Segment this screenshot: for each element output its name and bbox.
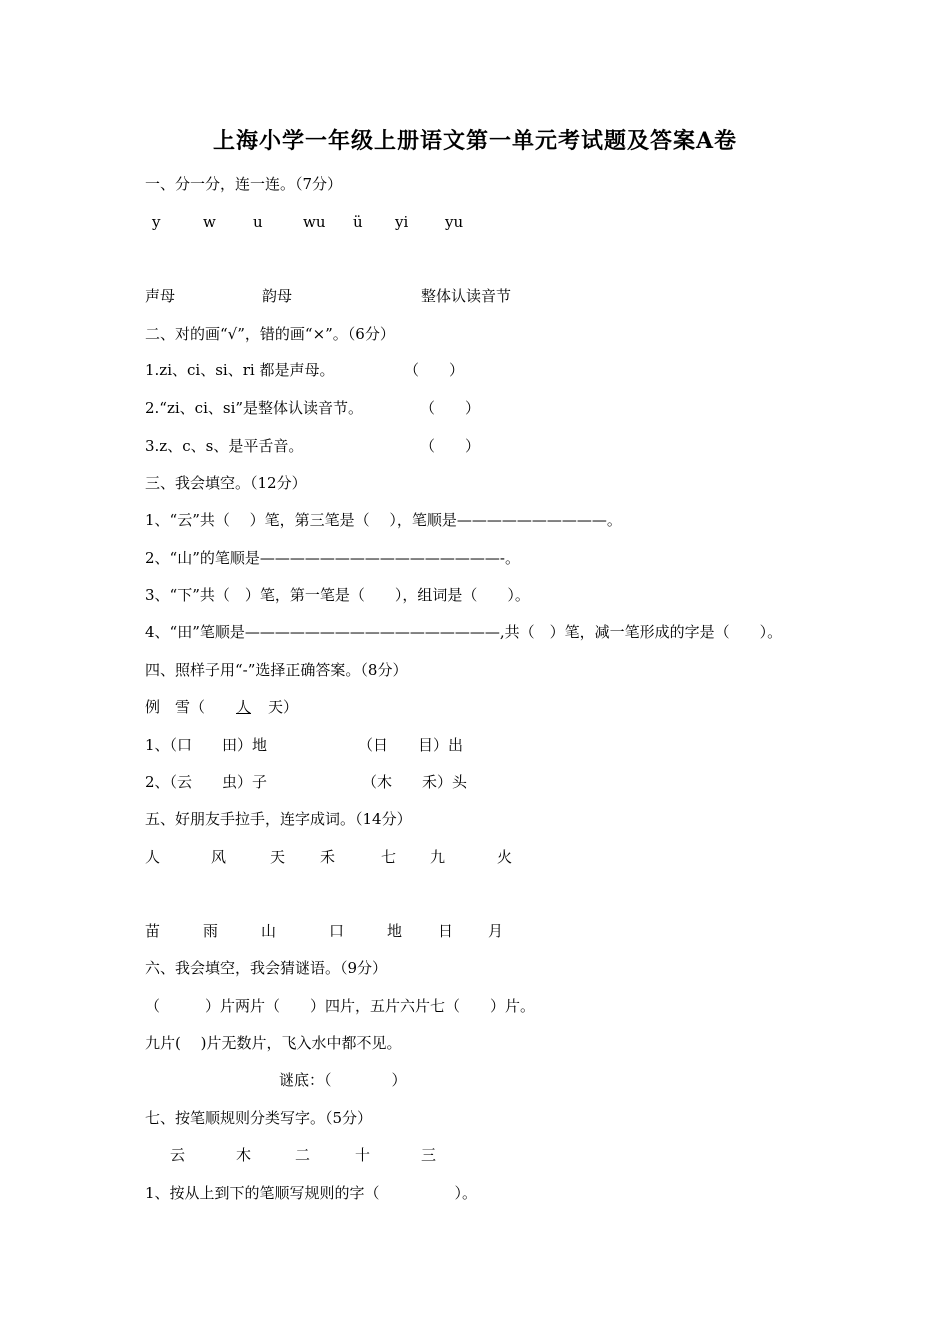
category-item: 韵母: [262, 287, 293, 305]
question-text: 4、“田”笔顺是—————————————————,共（ ）笔，减一笔形成的字是（ ）。: [145, 623, 783, 641]
char-item: 十: [355, 1146, 371, 1164]
question-row: [0, 772, 950, 792]
section-7-heading: 七、按笔顺规则分类写字。（5分）: [145, 1109, 373, 1127]
char-item: 木: [236, 1146, 252, 1164]
char-item: 月: [488, 922, 504, 940]
riddle-answer: 谜底：（ ）: [279, 1071, 407, 1089]
char-item: 日: [438, 922, 454, 940]
document-title: 上海小学一年级上册语文第一单元考试题及答案A卷: [212, 128, 738, 154]
question-text: （木 禾）头: [362, 773, 468, 791]
char-item: 二: [295, 1146, 311, 1164]
char-row: [0, 847, 950, 867]
category-item: 声母: [145, 287, 176, 305]
char-item: 禾: [320, 848, 336, 866]
pinyin-item: wu: [303, 213, 326, 231]
char-item: 雨: [203, 922, 219, 940]
char-item: 地: [387, 922, 403, 940]
char-item: 风: [211, 848, 227, 866]
char-row: [0, 921, 950, 941]
category-item: 整体认读音节: [421, 287, 512, 305]
pinyin-item: u: [253, 213, 263, 231]
example-text: 例 雪（: [145, 698, 206, 716]
answer-blank: （ ）: [420, 437, 481, 455]
section-5-heading: 五、好朋友手拉手，连字成词。（14分）: [145, 810, 412, 828]
question-text: 1、按从上到下的笔顺写规则的字（ ）。: [145, 1184, 478, 1202]
pinyin-row: [0, 212, 950, 232]
category-row: [0, 286, 950, 306]
section-6-heading: 六、我会填空，我会猜谜语。（9分）: [145, 959, 388, 977]
pinyin-item: y: [152, 213, 161, 231]
question-row: [0, 436, 950, 456]
question-text: （日 目）出: [358, 736, 464, 754]
char-item: 山: [261, 922, 277, 940]
answer-blank: （ ）: [420, 399, 481, 417]
char-item: 九: [430, 848, 446, 866]
char-item: 七: [381, 848, 397, 866]
question-row: [0, 735, 950, 755]
char-item: 三: [421, 1146, 437, 1164]
char-item: 云: [170, 1146, 186, 1164]
char-item: 人: [145, 848, 161, 866]
question-text: 2、“山”的笔顺是————————————————-。: [145, 549, 520, 567]
question-row: [0, 398, 950, 418]
pinyin-item: yi: [395, 213, 409, 231]
section-3-heading: 三、我会填空。（12分）: [145, 474, 307, 492]
question-text: 1、（口 田）地: [145, 736, 268, 754]
char-item: 天: [270, 848, 286, 866]
question-text: 3.z、c、s、是平舌音。: [145, 437, 304, 455]
riddle-line: 九片( )片无数片，飞入水中都不见。: [145, 1034, 402, 1052]
question-text: 2、（云 虫）子: [145, 773, 268, 791]
char-item: 口: [329, 922, 345, 940]
section-1-heading: 一、分一分，连一连。（7分）: [145, 175, 343, 193]
section-4-heading: 四、照样子用“-”选择正确答案。（8分）: [145, 661, 408, 679]
section-2-heading: 二、对的画“√”，错的画“×”。（6分）: [145, 325, 395, 343]
char-row: [0, 1145, 950, 1165]
example-row: [0, 697, 950, 717]
pinyin-item: ü: [353, 213, 363, 231]
example-text: 天）: [268, 698, 299, 716]
example-answer: 人: [236, 698, 252, 716]
question-text: 1.zi、ci、si、ri 都是声母。: [145, 361, 335, 379]
riddle-line: （ ）片两片（ ）四片，五片六片七（ ）片。: [145, 997, 536, 1015]
char-item: 苗: [145, 922, 161, 940]
question-row: [0, 360, 950, 380]
answer-blank: （ ）: [404, 361, 465, 379]
question-text: 1、“云”共（ ）笔，第三笔是（ ），笔顺是——————————。: [145, 511, 622, 529]
char-item: 火: [497, 848, 513, 866]
question-text: 2.“zi、ci、si”是整体认读音节。: [145, 399, 364, 417]
question-text: 3、“下”共（ ）笔，第一笔是（ ），组词是（ ）。: [145, 586, 530, 604]
pinyin-item: yu: [445, 213, 464, 231]
pinyin-item: w: [203, 213, 216, 231]
